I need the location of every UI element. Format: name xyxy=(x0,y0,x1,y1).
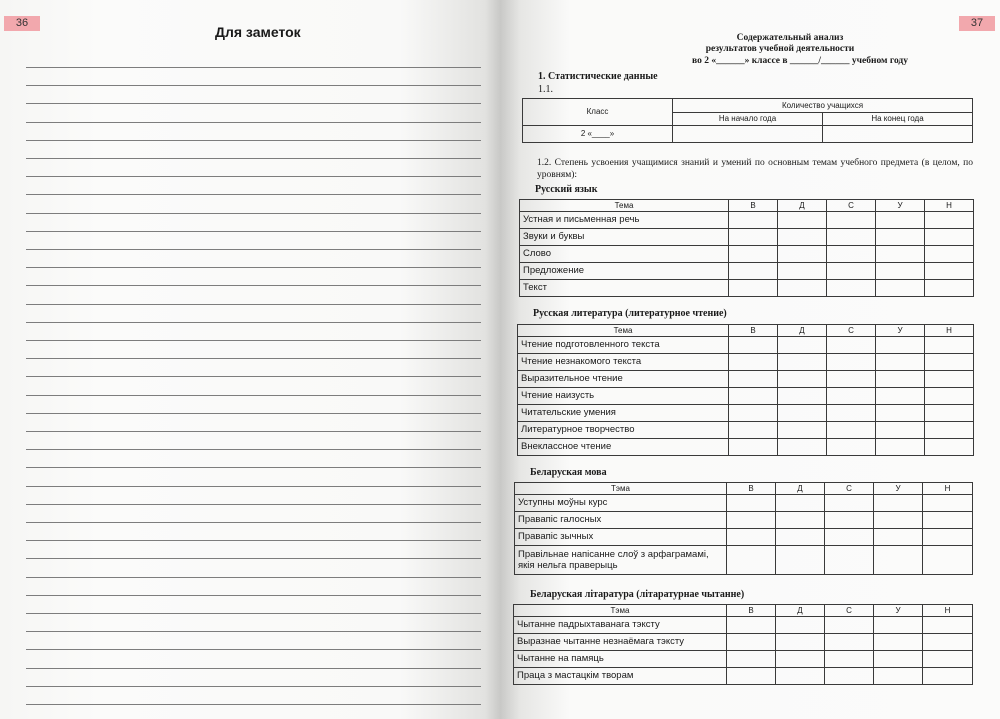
right-page xyxy=(500,0,1000,719)
levels-table-belarusian-literature xyxy=(513,604,973,685)
note-line xyxy=(26,122,481,123)
end-of-year-value xyxy=(823,126,973,143)
topic-cell: Выразнае чытанне незнаёмага тэксту xyxy=(514,634,727,651)
note-line xyxy=(26,413,481,414)
note-line xyxy=(26,67,481,68)
table-row xyxy=(518,388,974,405)
note-line xyxy=(26,231,481,232)
note-line xyxy=(26,322,481,323)
topic-cell: Текст xyxy=(520,280,729,297)
header-line-1: Содержательный анализ xyxy=(736,33,844,43)
table-row xyxy=(518,405,974,422)
topic-cell: Предложение xyxy=(520,263,729,280)
stats-table xyxy=(522,98,973,143)
note-line xyxy=(26,431,481,432)
level-header: В xyxy=(729,200,778,212)
topic-cell: Выразительное чтение xyxy=(518,371,729,388)
table-row xyxy=(514,651,973,668)
topic-cell: Чытанне на памяць xyxy=(514,651,727,668)
table-row xyxy=(520,229,974,246)
level-header: С xyxy=(825,605,874,617)
class-header: Класс xyxy=(523,99,673,126)
table-row xyxy=(520,263,974,280)
topic-header: Тема xyxy=(518,325,729,337)
table-row xyxy=(515,546,973,575)
table-row xyxy=(514,668,973,685)
table-row xyxy=(520,280,974,297)
level-header: С xyxy=(827,325,876,337)
note-line xyxy=(26,358,481,359)
table-title-russian-language: Русский язык xyxy=(535,184,598,195)
topic-cell: Внеклассное чтение xyxy=(518,439,729,456)
table-row xyxy=(518,337,974,354)
level-header: У xyxy=(874,605,923,617)
level-header: В xyxy=(727,483,776,495)
level-header: В xyxy=(729,325,778,337)
note-line xyxy=(26,704,481,705)
end-of-year-header: На конец года xyxy=(823,113,973,126)
level-header: У xyxy=(876,325,925,337)
table-row xyxy=(515,495,973,512)
level-header: С xyxy=(825,483,874,495)
note-line xyxy=(26,158,481,159)
table-row xyxy=(518,371,974,388)
note-line xyxy=(26,194,481,195)
topic-cell: Слово xyxy=(520,246,729,263)
note-line xyxy=(26,486,481,487)
note-line xyxy=(26,85,481,86)
note-line xyxy=(26,304,481,305)
level-header: У xyxy=(876,200,925,212)
topic-cell: Читательские умения xyxy=(518,405,729,422)
note-line xyxy=(26,213,481,214)
topic-cell: Правільнае напісанне слоў з арфаграмамі, якія нельга праверыць xyxy=(515,546,727,575)
levels-table-russian-literature xyxy=(517,324,974,456)
topic-cell: Уступны моўны курс xyxy=(515,495,727,512)
start-of-year-header: На начало года xyxy=(673,113,823,126)
topic-cell: Звуки и буквы xyxy=(520,229,729,246)
note-line xyxy=(26,522,481,523)
note-line xyxy=(26,613,481,614)
table-row xyxy=(520,246,974,263)
topic-header: Тэма xyxy=(515,483,727,495)
start-of-year-value xyxy=(673,126,823,143)
table-row xyxy=(514,634,973,651)
levels-table-russian-language xyxy=(519,199,974,297)
level-header: Н xyxy=(925,200,974,212)
level-header: В xyxy=(727,605,776,617)
level-header: Д xyxy=(778,325,827,337)
topic-cell: Правапіс галосных xyxy=(515,512,727,529)
topic-header: Тема xyxy=(520,200,729,212)
topic-cell: Чтение подготовленного текста xyxy=(518,337,729,354)
table-row xyxy=(518,354,974,371)
note-line xyxy=(26,340,481,341)
topic-cell: Литературное творчество xyxy=(518,422,729,439)
count-header: Количество учащихся xyxy=(673,99,973,113)
note-line xyxy=(26,504,481,505)
class-value: 2 «____» xyxy=(523,126,673,143)
level-header: С xyxy=(827,200,876,212)
table-title-russian-literature: Русская литература (литературное чтение) xyxy=(533,308,727,319)
notes-title: Для заметок xyxy=(215,24,301,40)
note-line xyxy=(26,649,481,650)
topic-header: Тэма xyxy=(514,605,727,617)
table-row xyxy=(520,212,974,229)
note-line xyxy=(26,140,481,141)
level-header: Н xyxy=(923,605,973,617)
note-line xyxy=(26,540,481,541)
note-line xyxy=(26,558,481,559)
note-line xyxy=(26,577,481,578)
table-row xyxy=(515,529,973,546)
level-header: Д xyxy=(776,605,825,617)
level-header: Н xyxy=(923,483,973,495)
note-line xyxy=(26,249,481,250)
note-line xyxy=(26,376,481,377)
note-line xyxy=(26,285,481,286)
topic-cell: Правапіс зычных xyxy=(515,529,727,546)
paragraph-1-2: 1.2. Степень усвоения учащимися знаний и умений по основным темам учебного предмета (в целом, по уровням): xyxy=(537,158,973,180)
note-line xyxy=(26,686,481,687)
note-line xyxy=(26,395,481,396)
header-line-2: результатов учебной деятельности xyxy=(705,44,855,54)
topic-cell: Чтение незнакомого текста xyxy=(518,354,729,371)
level-header: Д xyxy=(778,200,827,212)
table-row xyxy=(514,617,973,634)
level-header: Н xyxy=(925,325,974,337)
topic-cell: Чытанне падрыхтаванага тэксту xyxy=(514,617,727,634)
level-header: Д xyxy=(776,483,825,495)
page-number-right: 37 xyxy=(959,16,995,31)
note-line xyxy=(26,668,481,669)
topic-cell: Праца з мастацкім творам xyxy=(514,668,727,685)
note-line xyxy=(26,467,481,468)
header-line-3: во 2 «______» классе в ______/______ учебном году xyxy=(692,56,908,66)
level-header: У xyxy=(874,483,923,495)
topic-cell: Устная и письменная речь xyxy=(520,212,729,229)
topic-cell: Чтение наизусть xyxy=(518,388,729,405)
section-1-title: 1. Статистические данные xyxy=(538,71,658,82)
note-line xyxy=(26,631,481,632)
note-line xyxy=(26,449,481,450)
levels-table-belarusian-language xyxy=(514,482,973,575)
page-number-left: 36 xyxy=(4,16,40,31)
note-line xyxy=(26,267,481,268)
table-title-belarusian-language: Беларуская мова xyxy=(530,467,607,478)
subsection-1-1: 1.1. xyxy=(538,84,553,95)
note-line xyxy=(26,176,481,177)
note-line xyxy=(26,103,481,104)
table-row xyxy=(515,512,973,529)
note-line xyxy=(26,595,481,596)
table-row xyxy=(518,422,974,439)
table-row xyxy=(518,439,974,456)
table-title-belarusian-literature: Беларуская літаратура (літаратурнае чытанне) xyxy=(530,589,745,600)
